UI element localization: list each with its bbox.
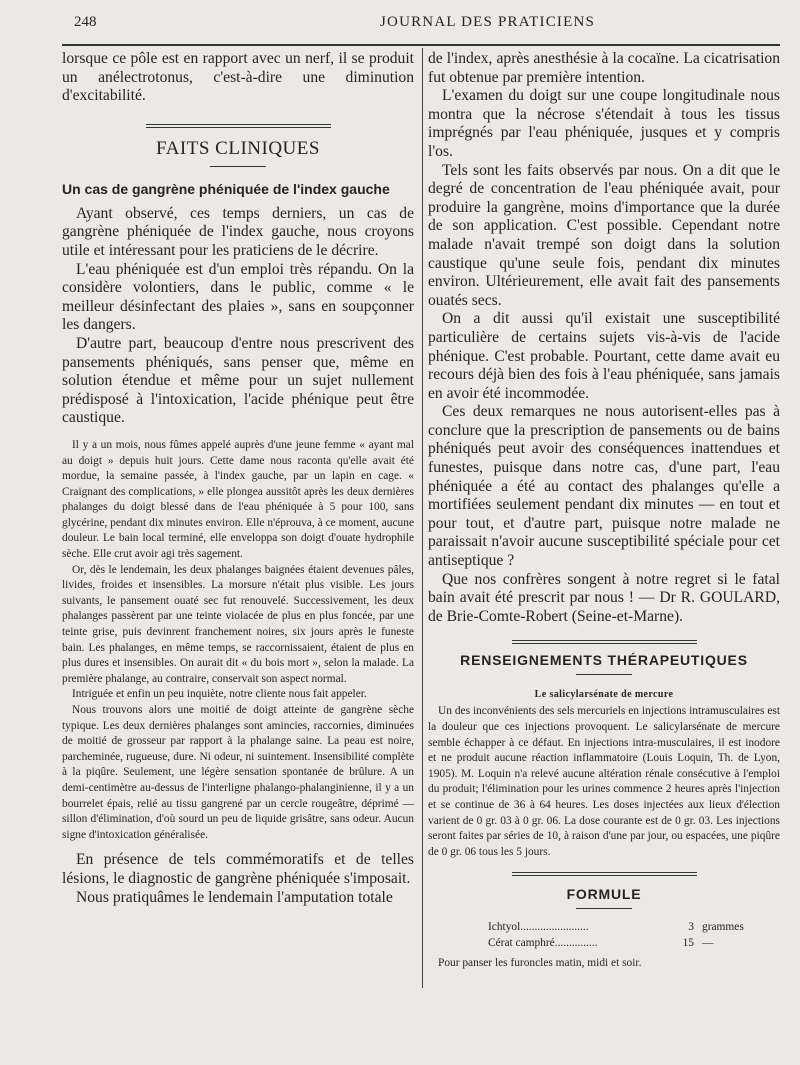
right-column (428, 50, 780, 971)
case-paragraph: Or, dès le lendemain, les deux phalanges baignées étaient devenues pâles, livides, froides et insensibles. La morsure n'était plus visible. Les jours suivants, le pansement ouaté sec fut renouvelé. Successivement, les deux phalanges passèrent par une teinte violacée de plus en plus foncée, par une teinte grise, puis devinrent franchement noires, six jours après le funeste bain. Les phalanges, en même temps, se raccornissaient, étaient de plus en plus dures et insensibles. On aurait dit « du bois mort », selon la malade. La première phalange, au contraire, conservait son aspect normal. (62, 563, 414, 685)
left-column (62, 50, 414, 907)
renseignements-title: RENSEIGNEMENTS THÉRAPEUTIQUES (460, 652, 748, 669)
column-divider (422, 48, 423, 988)
formule-top-rule (428, 872, 780, 876)
ingredient-quantity: 3 (688, 921, 694, 934)
subsection-title: Le salicylarsénate de mercure (534, 689, 674, 701)
closing-paragraph: Nous pratiquâmes le lendemain l'amputation totale (76, 888, 393, 906)
renseignements-top-rule (428, 640, 780, 644)
article-paragraph: On a dit aussi qu'il existait une susceptibilité particulière de certains sujets vis-à-vis de l'acide phénique. C'est probable. Pourtant, cette dame avait eu recours déjà bien des fois à l'eau phéniquée, sans jamais en avoir été incommodée. (428, 310, 780, 402)
article-paragraph: D'autre part, beaucoup d'entre nous prescrivent des pansements phéniqués, sans penser que, même en solution étendue et même pour un sujet nullement prédisposé à l'intoxication, l'acide phénique peut être caustique. (62, 334, 414, 427)
section-title: FAITS CLINIQUES (156, 137, 320, 159)
ingredient-unit: — (702, 937, 714, 950)
section-top-rule (62, 124, 414, 128)
ingredient-unit: grammes (702, 921, 744, 934)
journal-title: JOURNAL DES PRATICIENS (380, 14, 596, 30)
page-number: 248 (74, 14, 97, 30)
recipe (428, 919, 780, 971)
article-paragraph: L'examen du doigt sur une coupe longitudinale nous montra que la nécrose s'étendait à tous les tissus imprégnés par l'eau phéniquée, jusques et y compris l'os. (428, 87, 780, 160)
case-paragraph: Nous trouvons alors une moitié de doigt atteinte de gangrène sèche typique. Les deux dernières phalanges sont amincies, raccornies, diminuées de moitié de grosseur par rapport à la phalange saine. La peau est noire, parcheminée, rugueuse, dure. Ni odeur, ni suintement. Insensibilité complète à la piqûre. Seulement, une légère sensation spontanée de brûlure. A un demi-centimètre au-dessus de l'interligne phalango-phalanginienne, il y a un bourrelet épais, relié au tissu gangrené par un cercle rougeâtre, déprimé — sillon d'élimination, d'où sourd un peu de liquide grisâtre, sans odeur. Aucun signe d'intoxication généralisée. (62, 704, 414, 841)
recipe-note: Pour panser les furoncles matin, midi et soir. (438, 957, 642, 970)
article-paragraph: de l'index, après anesthésie à la cocaïne. La cicatrisation fut obtenue par première intention. (428, 50, 780, 86)
closing-paragraph: En présence de tels commémoratifs et de telles lésions, le diagnostic de gangrène phéniquée s'imposait. (62, 851, 414, 887)
recipe-line (428, 919, 780, 935)
header-rule (62, 44, 780, 46)
case-paragraph: Il y a un mois, nous fûmes appelé auprès d'une jeune femme « ayant mal au doigt » depuis huit jours. Cette dame nous raconta qu'elle avait été mordue, la semaine passée, à l'index gauche, par un lapin en cage. « Craignant des complications, » elle plongea aussitôt après les deux dernières phalanges du doigt blessé dans de l'eau phéniquée à 5 pour 100, sans glycérine, pendant dix minutes environ. Elle n'éprouva, à ce moment, aucune douleur. Le bain local terminé, elle enveloppa son doigt d'ouate hydrophile sèche. Elle crut avoir agi très sagement. (62, 438, 414, 561)
article-paragraph: L'eau phéniquée est d'un emploi très répandu. On la considère volontiers, dans le public, comme « le meilleur désinfectant des plaies », sans en soupçonner les dangers. (62, 260, 414, 334)
recipe-line (428, 935, 780, 951)
formule-title: FORMULE (566, 886, 642, 903)
ingredient-name: Ichtyol........................ (488, 921, 589, 934)
article-paragraph: Ces deux remarques ne nous autorisent-elles pas à conclure que la prescription de pansements ou de bains phéniqués peut avoir des conséquences inattendues et funestes, puisque dans notre cas, d'une part, l'eau phéniquée a été au contact des phalanges qu'elle a mortifiées seulement pendant dix minutes — en tout et pour tout, et d'autre part, puisque notre malade ne paraissait n'avoir aucune susceptibilité spéciale pour cet antiseptique ? (428, 403, 780, 570)
formule-rule (576, 908, 632, 909)
article-paragraph: Ayant observé, ces temps derniers, un cas de gangrène phéniquée de l'index gauche, nous croyons utile et intéressant pour les praticiens de le décrire. (62, 204, 414, 259)
article-title: Un cas de gangrène phéniquée de l'index gauche (62, 180, 390, 197)
page-header (62, 14, 780, 32)
renseignements-rule (576, 674, 632, 675)
renseignements-paragraph: Un des inconvénients des sels mercuriels en injections intramusculaires est la douleur que ces injections provoquent. Le salicylarsénate de mercure semble échapper à ce défaut. En injections intra-musculaires, il est inodore et ne produit aucune réaction inflammatoire (Louis Loquin, Th. de Lyon, 1905). M. Loquin n'a relevé aucune altération rénale consécutive à l'emploi du produit; l'élimination pour les urines commence 2 heures après l'injection et se continue de 36 à 64 heures. Les doses injectées aux lieux d'élection varient de 0 gr. 03 à 0 gr. 06. La dose courante est de 0 gr. 03. Les injections seront faites par séries de 10, à raison d'une par jour, ou espacées, une piqûre de 0 gr. 06 tous les 5 jours. (428, 705, 780, 858)
signature-paragraph: Que nos confrères songent à notre regret si le fatal bain avait été prescrit par nous ! — Dr R. GOULARD, de Brie-Comte-Robert (Seine-et-Marne). (428, 570, 780, 625)
case-paragraph: Intriguée et enfin un peu inquiète, notre cliente nous fait appeler. (72, 688, 367, 701)
section-title-rule (210, 166, 266, 167)
ingredient-quantity: 15 (682, 937, 694, 950)
intro-paragraph: lorsque ce pôle est en rapport avec un nerf, il se produit un anélectrotonus, c'est-à-dire une diminution d'excitabilité. (62, 50, 414, 105)
ingredient-name: Cérat camphré............... (488, 937, 598, 950)
article-paragraph: Tels sont les faits observés par nous. On a dit que le degré de concentration de l'eau phéniquée avait, pour produire la gangrène, moins d'importance que la durée de son application. C'est possible. Cependant notre malade n'avait trempé son doigt dans la solution caustique qu'une seule fois, pendant dix minutes environ. Ultérieurement, elle avait fait des pansements ouatés secs. (428, 161, 780, 309)
